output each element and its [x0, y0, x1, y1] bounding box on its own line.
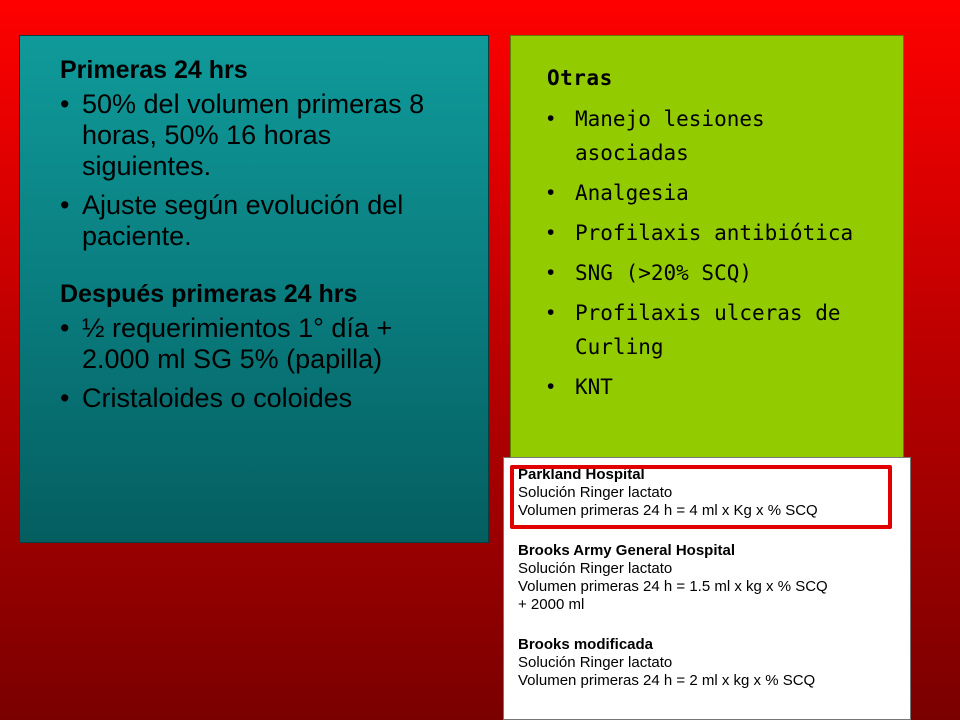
- hospital-name: Brooks Army General Hospital: [518, 542, 736, 559]
- list-item: • Ajuste según evolución del paciente.: [60, 190, 464, 252]
- fluid-formula-table: [503, 457, 911, 720]
- list-item: • Cristaloides o coloides: [60, 383, 464, 414]
- list-item: • Analgesia: [547, 176, 883, 210]
- list-item: • ½ requerimientos 1° día + 2.000 ml SG 5% (papilla): [60, 313, 464, 375]
- first-24h-list: [60, 89, 464, 252]
- hospital-solution: Solución Ringer lactato: [518, 560, 673, 577]
- right-panel: [510, 35, 904, 465]
- hospital-solution: Solución Ringer lactato: [518, 484, 673, 501]
- hospital-solution: Solución Ringer lactato: [518, 654, 673, 671]
- section-title-after-24h: Después primeras 24 hrs: [60, 280, 358, 308]
- list-item: • SNG (>20% SCQ): [547, 256, 883, 290]
- hospital-formula: Volumen primeras 24 h = 4 ml x Kg x % SCQ: [518, 502, 818, 519]
- list-item: • Profilaxis ulceras de Curling: [547, 296, 883, 364]
- parkland-highlight-box: [510, 465, 892, 529]
- others-list: [547, 102, 883, 404]
- hospital-name: Parkland Hospital: [518, 466, 645, 483]
- section-title-first-24h: Primeras 24 hrs: [60, 56, 248, 84]
- hospital-entry-brooks-modified: [518, 636, 896, 690]
- others-title: Otras: [547, 66, 613, 90]
- hospital-entry-brooks-army: [518, 542, 896, 614]
- list-item: • Manejo lesiones asociadas: [547, 102, 883, 170]
- after-24h-list: [60, 313, 464, 414]
- hospital-formula: Volumen primeras 24 h = 2 ml x kg x % SCQ: [518, 672, 816, 689]
- hospital-formula-extra: + 2000 ml: [518, 596, 585, 613]
- list-item: • Profilaxis antibiótica: [547, 216, 883, 250]
- list-item: • 50% del volumen primeras 8 horas, 50% 16 horas siguientes.: [60, 89, 464, 182]
- hospital-name: Brooks modificada: [518, 636, 654, 653]
- hospital-formula: Volumen primeras 24 h = 1.5 ml x kg x % SCQ: [518, 578, 828, 595]
- list-item: • KNT: [547, 370, 883, 404]
- left-panel: [19, 35, 489, 543]
